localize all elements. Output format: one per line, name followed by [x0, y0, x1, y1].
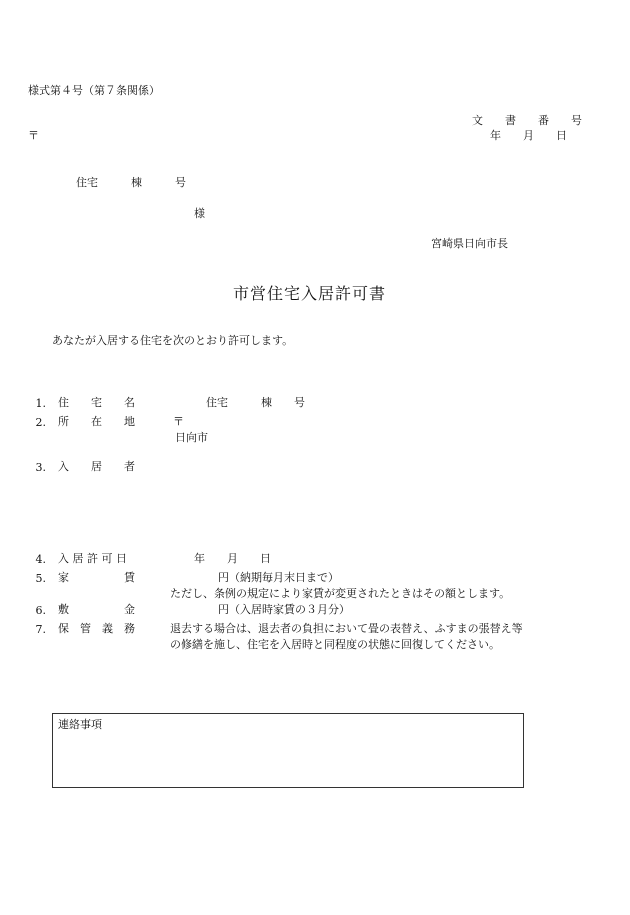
item-label-deposit: 敷 金 — [58, 603, 135, 616]
notes-box[interactable] — [52, 713, 524, 788]
form-id: 様式第４号（第７条関係） — [28, 84, 160, 97]
document-date: 年 月 日 — [490, 129, 567, 142]
item-label-location: 所 在 地 — [58, 415, 135, 428]
item-number: 3. — [35, 461, 46, 474]
item-value-move-in-date: 年 月 日 — [194, 552, 271, 565]
addressee-housing: 住宅 棟 号 — [76, 176, 186, 189]
item-label-rent: 家 賃 — [58, 571, 135, 584]
addressee-honorific: 様 — [194, 207, 205, 220]
item-value-housing-name: 住宅 棟 号 — [206, 396, 305, 409]
item-value-maintenance-duty-cont: の修繕を施し、住宅を入居時と同程度の状態に回復してください。 — [170, 638, 500, 651]
notes-label: 連絡事項 — [58, 718, 102, 731]
issuer: 宮崎県日向市長 — [431, 237, 508, 250]
item-label-resident: 入 居 者 — [58, 460, 135, 473]
item-value-maintenance-duty: 退去する場合は、退去者の負担において畳の表替え、ふすまの張替え等 — [170, 622, 523, 635]
item-number: 4. — [35, 553, 46, 566]
item-value-city: 日向市 — [175, 431, 208, 444]
item-label-housing-name: 住 宅 名 — [58, 396, 135, 409]
item-note-rent: ただし、条例の規定により家賃が変更されたときはその額とします。 — [170, 587, 511, 600]
document-number-label: 文 書 番 号 — [472, 114, 582, 127]
item-value-rent: 円（納期毎月末日まで） — [218, 571, 339, 584]
item-number: 6. — [35, 604, 46, 617]
item-label-move-in-date: 入 居 許 可 日 — [58, 552, 127, 565]
document-title: 市営住宅入居許可書 — [233, 284, 387, 303]
item-value-postal-mark: 〒 — [173, 415, 184, 428]
item-value-deposit: 円（入居時家賃の３月分） — [218, 603, 350, 616]
item-label-maintenance-duty: 保 管 義 務 — [58, 622, 135, 635]
postal-mark: 〒 — [28, 129, 39, 142]
item-number: 5. — [35, 572, 46, 585]
item-number: 1. — [35, 397, 46, 410]
item-number: 7. — [35, 623, 46, 636]
item-number: 2. — [35, 416, 46, 429]
intro-text: あなたが入居する住宅を次のとおり許可します。 — [52, 334, 294, 347]
